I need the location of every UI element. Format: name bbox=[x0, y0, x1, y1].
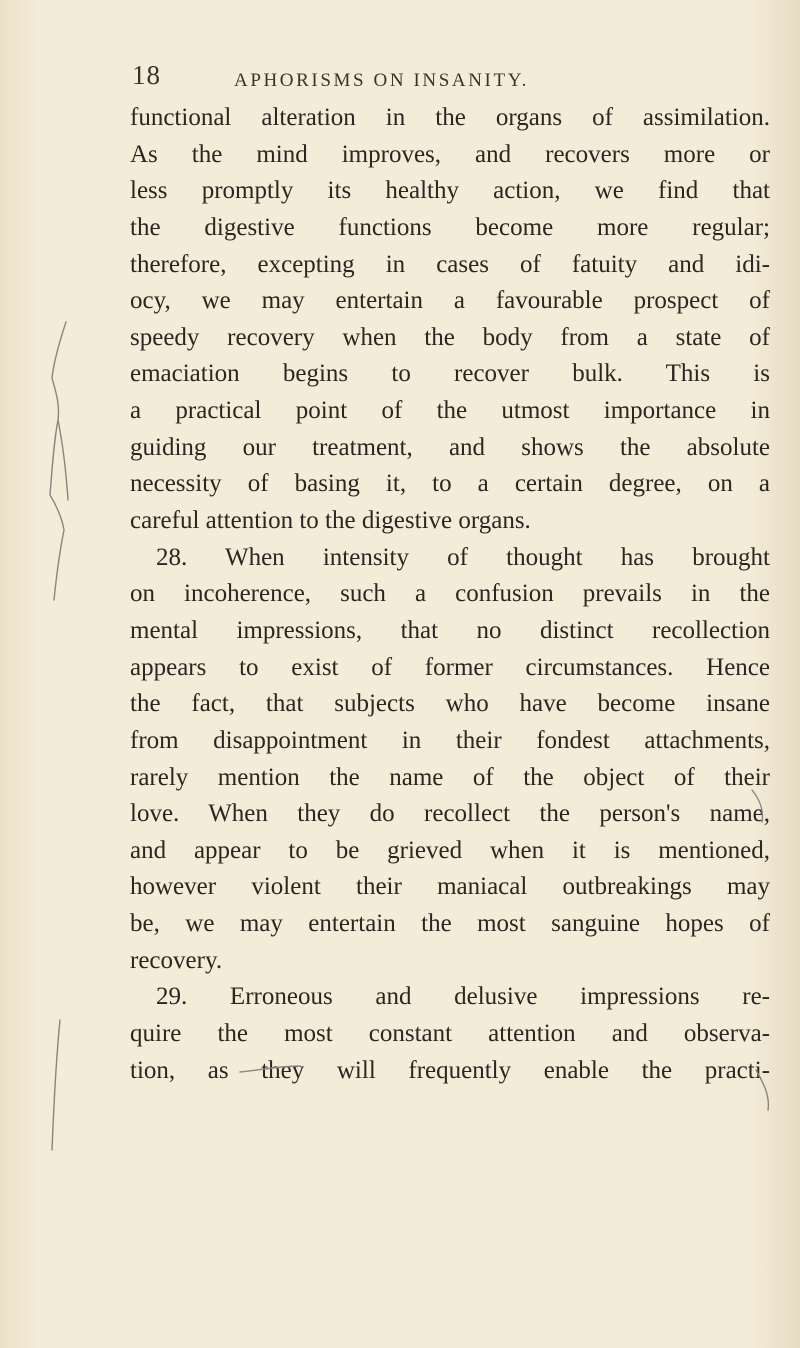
text-line: and appear to be grieved when it is mentioned, bbox=[130, 836, 770, 864]
body-text bbox=[130, 100, 770, 1089]
text-line: speedy recovery when the body from a state of bbox=[130, 323, 770, 351]
text-line: appears to exist of former circumstances. Hence bbox=[130, 653, 770, 681]
text-line: rarely mention the name of the object of their bbox=[130, 763, 770, 791]
text-line: from disappointment in their fondest attachments, bbox=[130, 726, 770, 754]
running-head bbox=[132, 60, 772, 100]
page-number: 18 bbox=[132, 60, 161, 90]
text-line: mental impressions, that no distinct recollection bbox=[130, 616, 770, 644]
text-line: ocy, we may entertain a favourable prospect of bbox=[130, 287, 770, 315]
text-line: less promptly its healthy action, we find that bbox=[130, 177, 770, 205]
text-line: tion, as they will frequently enable the practi- bbox=[130, 1056, 770, 1084]
text-line: recovery. bbox=[130, 946, 223, 974]
text-line: careful attention to the digestive organs. bbox=[130, 507, 531, 535]
text-line: the fact, that subjects who have become insane bbox=[130, 690, 770, 718]
left-margin-bracket-upper bbox=[50, 322, 66, 600]
text-line: a practical point of the utmost importance in bbox=[130, 397, 770, 425]
text-line: be, we may entertain the most sanguine hopes of bbox=[130, 910, 770, 938]
aphorism-29-start: 29. Erroneous and delusive impressions re- bbox=[156, 983, 770, 1011]
text-line: As the mind improves, and recovers more or bbox=[130, 140, 770, 168]
text-line: therefore, excepting in cases of fatuity and idi- bbox=[130, 250, 770, 278]
text-line: quire the most constant attention and observa- bbox=[130, 1020, 770, 1048]
text-line: functional alteration in the organs of assimilation. bbox=[130, 104, 770, 131]
running-title: APHORISMS ON INSANITY. bbox=[234, 70, 529, 91]
text-line: love. When they do recollect the person's name, bbox=[130, 800, 770, 828]
left-margin-bracket-upper-2 bbox=[58, 420, 68, 500]
text-line: necessity of basing it, to a certain degree, on a bbox=[130, 470, 770, 498]
text-line: guiding our treatment, and shows the absolute bbox=[130, 433, 770, 461]
text-line: on incoherence, such a confusion prevails in the bbox=[130, 580, 770, 608]
text-line: however violent their maniacal outbreakings may bbox=[130, 873, 770, 901]
text-line: emaciation begins to recover bulk. This is bbox=[130, 360, 770, 388]
aphorism-28-start: 28. When intensity of thought has brought bbox=[156, 543, 770, 571]
left-margin-bracket-lower bbox=[52, 1020, 60, 1150]
text-line: the digestive functions become more regular; bbox=[130, 213, 770, 241]
